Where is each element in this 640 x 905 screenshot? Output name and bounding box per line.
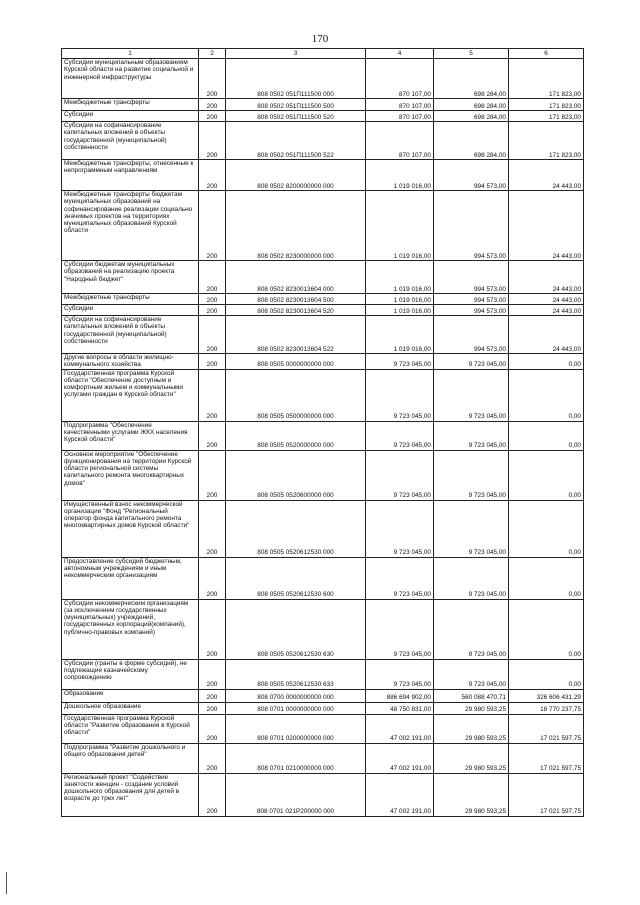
row-amount-col6: 0,00	[509, 557, 584, 599]
row-amount-col4: 9 723 045,00	[366, 659, 434, 689]
page-number: 170	[311, 33, 329, 45]
table-row	[62, 305, 584, 316]
row-name: Образование	[62, 689, 199, 702]
row-amount-col4: 870 107,00	[366, 59, 434, 99]
row-amount-col5: 698 284,00	[434, 99, 509, 111]
row-amount-col6: 18 770 237,75	[509, 702, 584, 714]
table-row	[62, 294, 584, 305]
table-row	[62, 659, 584, 689]
row-admin-code: 200	[199, 773, 226, 816]
row-admin-code: 200	[199, 689, 226, 702]
row-classification-code: 808 0505 0500000000 000	[226, 369, 366, 421]
row-amount-col4: 870 107,00	[366, 111, 434, 122]
row-amount-col4: 1 019 016,00	[366, 160, 434, 191]
row-name: Подпрограмма "Развитие дошкольного и общего образования детей"	[62, 743, 199, 773]
row-amount-col4: 47 002 191,00	[366, 773, 434, 816]
row-admin-code: 200	[199, 59, 226, 99]
row-amount-col4: 1 019 016,00	[366, 294, 434, 305]
row-admin-code: 200	[199, 450, 226, 500]
column-header: 2	[199, 49, 226, 59]
row-amount-col5: 9 723 045,00	[434, 599, 509, 659]
row-name: Субсидии на софинансирование капитальных вложений в объекты государственной (муниципальной) собственности	[62, 316, 199, 354]
table-row	[62, 59, 584, 99]
row-classification-code: 808 0505 0520000000 000	[226, 421, 366, 450]
row-name: Субсидии (гранты в форме субсидий), не подлежащие казначейскому сопровождению	[62, 659, 199, 689]
row-amount-col4: 47 002 191,00	[366, 743, 434, 773]
row-name: Субсидии муниципальным образованиям Курской области на развитие социальной и инженерной инфраструктуры	[62, 59, 199, 99]
row-classification-code: 808 0505 0520612530 633	[226, 659, 366, 689]
row-admin-code: 200	[199, 316, 226, 354]
column-header: 5	[434, 49, 509, 59]
row-amount-col4: 9 723 045,00	[366, 599, 434, 659]
row-name: Региональный проект "Содействие занятости женщин - создание условий дошкольного образования для детей в возрасте до трех лет"	[62, 773, 199, 816]
row-classification-code: 808 0505 0520600000 000	[226, 450, 366, 500]
row-admin-code: 200	[199, 500, 226, 557]
row-classification-code: 808 0505 0520612530 630	[226, 599, 366, 659]
row-name: Межбюджетные трансферты, отнесенные к непрограммным направлениям	[62, 160, 199, 191]
table-row	[62, 261, 584, 294]
row-admin-code: 200	[199, 122, 226, 160]
row-amount-col4: 9 723 045,00	[366, 369, 434, 421]
table-row	[62, 99, 584, 111]
row-amount-col6: 0,00	[509, 354, 584, 370]
row-amount-col4: 886 694 902,00	[366, 689, 434, 702]
row-amount-col6: 171 823,00	[509, 111, 584, 122]
row-classification-code: 808 0502 051П111500 500	[226, 99, 366, 111]
row-amount-col5: 560 088 470,71	[434, 689, 509, 702]
column-header: 1	[62, 49, 199, 59]
column-number-row	[62, 49, 584, 59]
row-admin-code: 200	[199, 99, 226, 111]
row-name: Другие вопросы в области жилищно-коммунального хозяйства	[62, 354, 199, 370]
row-amount-col6: 171 823,00	[509, 59, 584, 99]
row-amount-col4: 9 723 045,00	[366, 557, 434, 599]
row-name: Субсидии на софинансирование капитальных вложений в объекты государственной (муниципальной) собственности	[62, 122, 199, 160]
row-amount-col4: 1 019 016,00	[366, 316, 434, 354]
row-amount-col6: 24 443,00	[509, 305, 584, 316]
row-amount-col5: 9 723 045,00	[434, 659, 509, 689]
row-admin-code: 200	[199, 557, 226, 599]
row-classification-code: 808 0701 0200000000 000	[226, 714, 366, 743]
row-amount-col6: 24 443,00	[509, 294, 584, 305]
row-name: Межбюджетные трансферты	[62, 294, 199, 305]
row-amount-col5: 698 284,00	[434, 111, 509, 122]
budget-table	[61, 48, 584, 817]
row-classification-code: 808 0700 0000000000 000	[226, 689, 366, 702]
row-admin-code: 200	[199, 160, 226, 191]
row-name: Субсидии	[62, 305, 199, 316]
row-classification-code: 808 0502 051П111500 520	[226, 111, 366, 122]
row-classification-code: 808 0701 021P200000 000	[226, 773, 366, 816]
row-amount-col4: 870 107,00	[366, 122, 434, 160]
row-amount-col4: 9 723 045,00	[366, 354, 434, 370]
table-row	[62, 160, 584, 191]
column-header: 6	[509, 49, 584, 59]
row-classification-code: 808 0502 051П111500 000	[226, 59, 366, 99]
margin-mark	[6, 872, 7, 894]
row-admin-code: 200	[199, 354, 226, 370]
row-admin-code: 200	[199, 743, 226, 773]
row-admin-code: 200	[199, 191, 226, 261]
row-amount-col6: 326 606 431,29	[509, 689, 584, 702]
row-amount-col4: 9 723 045,00	[366, 450, 434, 500]
row-admin-code: 200	[199, 659, 226, 689]
row-amount-col6: 24 443,00	[509, 191, 584, 261]
table-row	[62, 599, 584, 659]
row-name: Государственная программа Курской области "Развитие образования в Курской области"	[62, 714, 199, 743]
row-amount-col5: 994 573,00	[434, 294, 509, 305]
row-amount-col5: 698 284,00	[434, 59, 509, 99]
row-admin-code: 200	[199, 599, 226, 659]
row-amount-col6: 17 021 597,75	[509, 773, 584, 816]
row-amount-col5: 29 980 593,25	[434, 714, 509, 743]
row-amount-col4: 9 723 045,00	[366, 421, 434, 450]
table-row	[62, 369, 584, 421]
row-amount-col5: 9 723 045,00	[434, 421, 509, 450]
row-name: Имущественный взнос некоммерческой организации "Фонд "Региональный оператор фонда капитального ремонта многоквартирных домов Курской области"	[62, 500, 199, 557]
row-amount-col6: 0,00	[509, 421, 584, 450]
row-amount-col4: 9 723 045,00	[366, 500, 434, 557]
table-row	[62, 689, 584, 702]
row-name: Субсидии бюджетам муниципальных образований на реализацию проекта "Народный бюджет"	[62, 261, 199, 294]
table-row	[62, 702, 584, 714]
row-amount-col6: 0,00	[509, 450, 584, 500]
row-amount-col4: 48 750 831,00	[366, 702, 434, 714]
row-amount-col4: 1 019 016,00	[366, 305, 434, 316]
row-amount-col6: 24 443,00	[509, 316, 584, 354]
table-row	[62, 714, 584, 743]
row-amount-col5: 994 573,00	[434, 160, 509, 191]
row-classification-code: 808 0701 0000000000 000	[226, 702, 366, 714]
table-row	[62, 773, 584, 816]
row-name: Субсидии	[62, 111, 199, 122]
row-classification-code: 808 0502 051П111500 522	[226, 122, 366, 160]
row-admin-code: 200	[199, 305, 226, 316]
row-name: Межбюджетные трансферты бюджетам муниципальных образований на софинансирование реализации социально значимых проектов на территориях муниципальных образований Курской области	[62, 191, 199, 261]
table-row	[62, 557, 584, 599]
row-amount-col5: 29 980 593,25	[434, 702, 509, 714]
row-amount-col4: 1 019 016,00	[366, 261, 434, 294]
row-amount-col6: 171 823,00	[509, 122, 584, 160]
row-classification-code: 808 0505 0520612530 600	[226, 557, 366, 599]
row-classification-code: 808 0502 8200000000 000	[226, 160, 366, 191]
row-admin-code: 200	[199, 421, 226, 450]
row-classification-code: 808 0505 0000000000 000	[226, 354, 366, 370]
row-name: Межбюджетные трансферты	[62, 99, 199, 111]
row-amount-col5: 9 723 045,00	[434, 354, 509, 370]
row-amount-col5: 9 723 045,00	[434, 557, 509, 599]
row-admin-code: 200	[199, 261, 226, 294]
row-amount-col6: 0,00	[509, 369, 584, 421]
column-header: 4	[366, 49, 434, 59]
column-header: 3	[226, 49, 366, 59]
row-amount-col6: 24 443,00	[509, 261, 584, 294]
row-classification-code: 808 0502 8230013604 520	[226, 305, 366, 316]
row-amount-col5: 9 723 045,00	[434, 500, 509, 557]
table-row	[62, 354, 584, 370]
row-amount-col4: 1 019 016,00	[366, 191, 434, 261]
row-name: Дошкольное образование	[62, 702, 199, 714]
row-classification-code: 808 0502 8230013604 522	[226, 316, 366, 354]
row-amount-col6: 171 823,00	[509, 99, 584, 111]
row-amount-col5: 9 723 045,00	[434, 450, 509, 500]
row-amount-col5: 9 723 045,00	[434, 369, 509, 421]
row-name: Подпрограмма "Обеспечение качественными услугами ЖКХ населения Курской области"	[62, 421, 199, 450]
row-amount-col5: 29 980 593,25	[434, 743, 509, 773]
row-amount-col6: 17 021 597,75	[509, 743, 584, 773]
row-amount-col5: 698 284,00	[434, 122, 509, 160]
row-name: Предоставление субсидий бюджетным, автономным учреждениям и иным некоммерческим организациям	[62, 557, 199, 599]
row-amount-col5: 994 573,00	[434, 261, 509, 294]
row-admin-code: 200	[199, 294, 226, 305]
row-amount-col6: 17 021 597,75	[509, 714, 584, 743]
row-name: Государственная программа Курской области "Обеспечение доступным и комфортным жильем и коммунальными услугами граждан в Курской области"	[62, 369, 199, 421]
row-classification-code: 808 0505 0520612530 000	[226, 500, 366, 557]
table-row	[62, 111, 584, 122]
row-amount-col6: 0,00	[509, 500, 584, 557]
row-admin-code: 200	[199, 702, 226, 714]
table-row	[62, 500, 584, 557]
table-row	[62, 122, 584, 160]
table-row	[62, 743, 584, 773]
row-amount-col6: 24 443,00	[509, 160, 584, 191]
row-amount-col4: 47 002 191,00	[366, 714, 434, 743]
row-amount-col5: 29 980 593,25	[434, 773, 509, 816]
row-amount-col4: 870 107,00	[366, 99, 434, 111]
row-admin-code: 200	[199, 369, 226, 421]
row-amount-col5: 994 573,00	[434, 316, 509, 354]
row-amount-col5: 994 573,00	[434, 305, 509, 316]
row-amount-col5: 994 573,00	[434, 191, 509, 261]
row-amount-col6: 0,00	[509, 599, 584, 659]
row-classification-code: 808 0502 8230013604 000	[226, 261, 366, 294]
row-name: Субсидии некоммерческим организациям (за исключением государственных (муниципальных) учреждений, государственных корпораций(компаний), публично-правовых компаний)	[62, 599, 199, 659]
row-classification-code: 808 0502 8230000000 000	[226, 191, 366, 261]
row-admin-code: 200	[199, 111, 226, 122]
table-row	[62, 316, 584, 354]
table-row	[62, 450, 584, 500]
row-admin-code: 200	[199, 714, 226, 743]
table-row	[62, 421, 584, 450]
row-amount-col6: 0,00	[509, 659, 584, 689]
row-name: Основное мероприятие "Обеспечение функционирования на территории Курской области региональной системы капитального ремонта многоквартирных домов"	[62, 450, 199, 500]
table-row	[62, 191, 584, 261]
row-classification-code: 808 0502 8230013604 500	[226, 294, 366, 305]
row-classification-code: 808 0701 0210000000 000	[226, 743, 366, 773]
